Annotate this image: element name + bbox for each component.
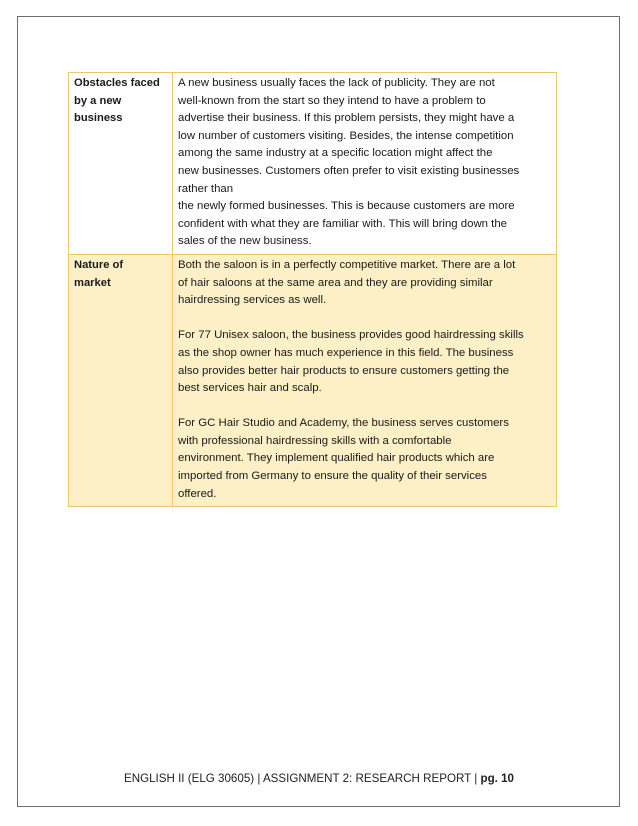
label-line: by a new [74,94,122,107]
text-line: sales of the new business. [178,235,312,248]
paragraph [178,75,551,251]
text-line: advertise their business. If this problem persists, they might have a [178,112,515,125]
table-row-obstacles [69,73,557,255]
text-line: imported from Germany to ensure the quality of their services [178,470,487,483]
text-line: For GC Hair Studio and Academy, the business serves customers [178,417,509,430]
label-line: business [74,112,123,125]
paragraph [178,415,551,503]
text-line: For 77 Unisex saloon, the business provides good hairdressing skills [178,329,524,342]
text-line: among the same industry at a specific location might affect the [178,147,493,160]
label-line: market [74,276,111,289]
label-line: Nature of [74,258,124,271]
text-line: A new business usually faces the lack of publicity. They are not [178,77,495,89]
text-line: as the shop owner has much experience in this field. The business [178,346,514,359]
text-line: low number of customers visiting. Besides, the intense competition [178,129,514,142]
text-line: well-known from the start so they intend to have a problem to [178,94,486,107]
row-content-obstacles [173,73,557,255]
text-line: of hair saloons at the same area and they are providing similar [178,276,493,289]
text-line: Both the saloon is in a perfectly competitive market. There are a lot [178,258,516,271]
text-line: confident with what they are familiar with. This will bring down the [178,217,508,230]
page-number: pg. 10 [480,772,515,785]
text-line: with professional hairdressing skills with a comfortable [178,434,452,447]
table-row-nature-of-market [69,254,557,506]
row-label-obstacles [69,73,173,255]
footer-text: ENGLISH II (ELG 30605) | ASSIGNMENT 2: RESEARCH REPORT | [123,772,481,785]
text-line: new businesses. Customers often prefer to visit existing businesses [178,164,520,177]
text-line: hairdressing services as well. [178,294,327,307]
label-line: Obstacles faced [74,77,160,89]
report-table [68,72,557,507]
paragraph [178,327,551,397]
text-line: the newly formed businesses. This is because customers are more [178,200,515,213]
text-line: offered. [178,487,217,500]
row-content-nature-of-market [173,254,557,506]
page-footer [0,772,638,785]
text-line: environment. They implement qualified hair products which are [178,452,495,465]
text-line: best services hair and scalp. [178,382,322,395]
row-label-nature-of-market [69,254,173,506]
paragraph [178,257,551,310]
text-line: rather than [178,182,234,195]
text-line: also provides better hair products to ensure customers getting the [178,364,510,377]
